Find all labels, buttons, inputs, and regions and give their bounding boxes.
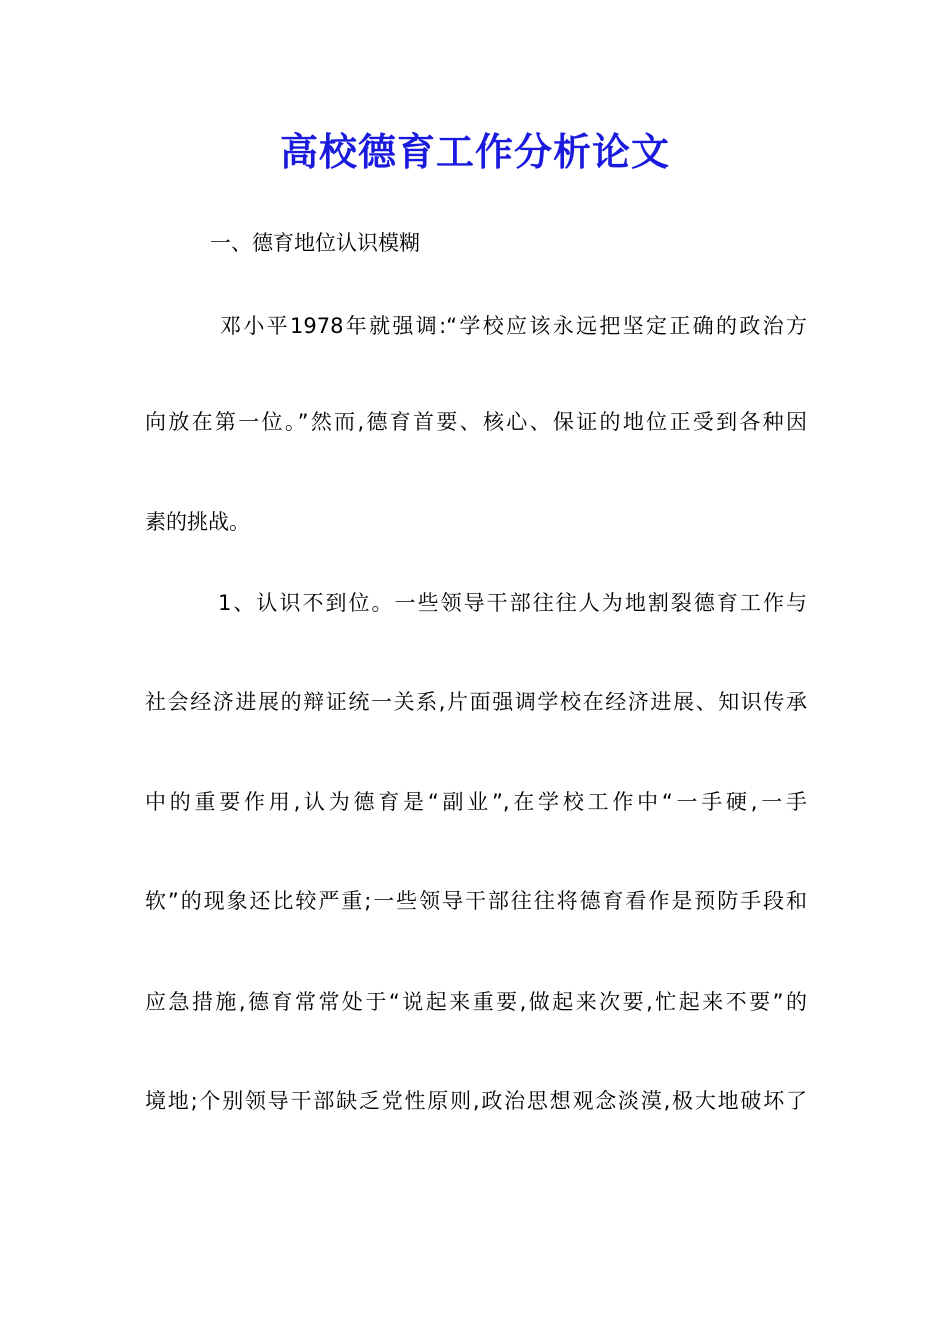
paragraph-line: 境地;个别领导干部缺乏党性原则,政治思想观念淡漠,极大地破坏了 <box>145 1089 807 1113</box>
document-title: 高校德育工作分析论文 <box>279 129 670 174</box>
paragraph-line: 邓小平1978年就强调:“学校应该永远把坚定正确的政治方 <box>220 314 807 338</box>
paragraph-line: 社会经济进展的辩证统一关系,片面强调学校在经济进展、知识传承 <box>145 690 807 714</box>
paragraph-line: 素的挑战。 <box>145 510 250 534</box>
paragraph-line: 1、认识不到位。一些领导干部往往人为地割裂德育工作与 <box>218 591 807 615</box>
paragraph-line: 应急措施,德育常常处于“说起来重要,做起来次要,忙起来不要”的 <box>145 990 807 1014</box>
section-heading: 一、德育地位认识模糊 <box>210 231 420 255</box>
paragraph-line: 向放在第一位。”然而,德育首要、核心、保证的地位正受到各种因 <box>145 410 807 434</box>
paragraph-line: 中的重要作用,认为德育是“副业”,在学校工作中“一手硬,一手 <box>145 790 807 814</box>
paragraph-line: 软”的现象还比较严重;一些领导干部往往将德育看作是预防手段和 <box>145 889 807 913</box>
